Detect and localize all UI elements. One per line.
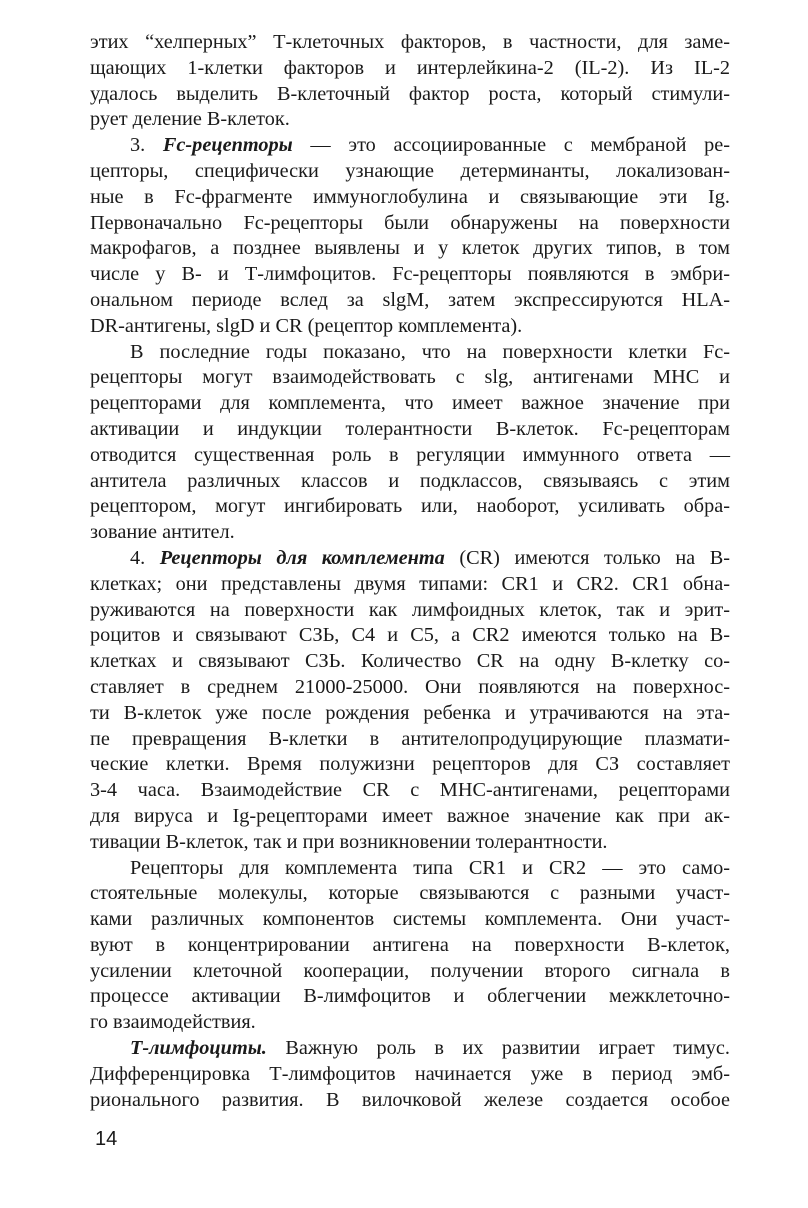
text-line: клетках; они представлены двумя типами: CR1 и CR2. CR1 обна- (90, 572, 730, 595)
text-line: удалось выделить В-клеточный фактор роста, который стимули- (90, 82, 730, 105)
text-line: щающих 1-клетки факторов и интерлейкина-2 (IL-2). Из IL-2 (90, 56, 730, 79)
text-run: (CR) имеются только на В- (444, 546, 730, 569)
text-line (90, 546, 730, 572)
text-line: ональном периоде вслед за slgM, затем экспрессируются HLA- (90, 288, 730, 311)
text-line (90, 133, 730, 159)
text-line: рецепторы могут взаимодействовать с slg, антигенами МНС и (90, 366, 730, 389)
text-line: руживаются на поверхности как лимфоидных клеток, так и эрит- (90, 598, 730, 621)
text-line: процессе активации В-лимфоцитов и облегчении межклеточно- (90, 985, 730, 1008)
text-line: цепторы, специфически узнающие детерминанты, локализован- (90, 159, 730, 182)
text-line: Рецепторы для комплемента типа CR1 и CR2 — это само- (130, 856, 730, 879)
item-number: 3. (130, 134, 146, 157)
text-line: Первоначально Fc-рецепторы были обнаружены на поверхности (90, 211, 730, 234)
text-line: рует деление В-клеток. (90, 108, 290, 131)
text-line: ставляет в среднем 21000-25000. Они появляются на поверхнос- (90, 675, 730, 698)
text-line: пе превращения В-клетки в антителопродуцирующие плазмати- (90, 727, 730, 750)
page-number: 14 (95, 1128, 118, 1150)
text-line: этих “хелперных” Т-клеточных факторов, в частности, для заме- (90, 31, 730, 53)
text-line: ческие клетки. Время полужизни рецепторов для СЗ составляет (90, 753, 730, 776)
text-line: рецепторами для комплемента, что имеет важное значение при (90, 392, 730, 415)
text-run: — это ассоциированные с мембраной ре- (292, 134, 730, 157)
text-line: В последние годы показано, что на поверхности клетки Fc- (130, 340, 730, 363)
text-line: макрофагов, а позднее выявлены и у клеток других типов, в том (90, 237, 730, 260)
text-line: роцитов и связывают СЗЬ, С4 и С5, а CR2 имеются только на В- (90, 624, 730, 647)
text-line: ные в Fc-фрагменте иммуноглобулина и связывающие эти Ig. (90, 185, 730, 208)
text-line: стоятельные молекулы, которые связываются с разными участ- (90, 882, 730, 905)
text-line: активации и индукции толерантности В-клеток. Fc-рецепторам (90, 417, 730, 440)
text-line: вуют в концентрировании антигена на поверхности В-клеток, (90, 933, 730, 956)
text-line: ти В-клеток уже после рождения ребенка и утрачиваются на эта- (90, 701, 730, 724)
item-number: 4. (130, 546, 146, 569)
text-line: 3-4 часа. Взаимодействие CR с МНС-антигенами, рецепторами (90, 779, 730, 802)
term-t-lymphocytes: Т-лимфоциты. (130, 1037, 267, 1060)
text-run: Важную роль в их развитии играет тимус. (266, 1037, 730, 1060)
body-text (90, 30, 730, 1113)
text-line: отводится существенная роль в регуляции иммунного ответа — (90, 443, 730, 466)
text-line: го взаимодействия. (90, 1011, 256, 1034)
text-line: ками различных компонентов системы комплемента. Они участ- (90, 908, 730, 931)
text-line (90, 1036, 730, 1062)
text-line: числе у В- и Т-лимфоцитов. Fc-рецепторы появляются в эмбри- (90, 263, 730, 286)
text-line: рионального развития. В вилочковой железе создается особое (90, 1088, 730, 1111)
text-line: для вируса и Ig-рецепторами имеет важное значение как при ак- (90, 804, 730, 827)
text-line: антитела различных классов и подклассов, связываясь с этим (90, 469, 730, 492)
text-line: зование антител. (90, 521, 235, 544)
text-line: усилении клеточной кооперации, получении второго сигнала в (90, 959, 730, 982)
text-line: тивации В-клеток, так и при возникновении толерантности. (90, 830, 608, 853)
text-line: клетках и связывают СЗЬ. Количество CR на одну В-клетку со- (90, 650, 730, 673)
term-complement-receptors: Рецепторы для комплемента (159, 546, 445, 569)
text-line: рецептором, могут ингибировать или, наоборот, усиливать обра- (90, 495, 730, 518)
text-line: DR-антигены, slgD и CR (рецептор комплемента). (90, 314, 523, 337)
text-line: Дифференцировка Т-лимфоцитов начинается уже в период эмб- (90, 1062, 730, 1085)
term-fc-receptors: Fc-рецепторы (162, 134, 293, 157)
